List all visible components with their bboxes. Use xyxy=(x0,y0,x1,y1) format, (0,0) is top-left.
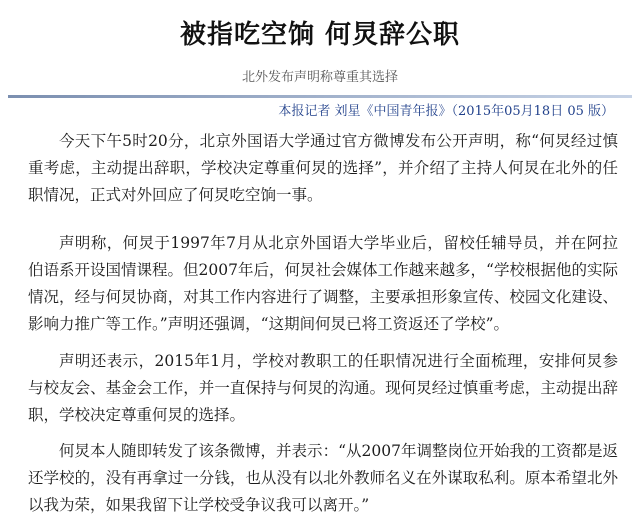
article-subtitle: 北外发布声明称尊重其选择 xyxy=(241,70,398,85)
article-paragraph-1: 今天下午5时20分，北京外国语大学通过官方微博发布公开声明，称“何炅经过慎重考虑，主动提出辞职，学校决定尊重何炅的选择”，并介绍了主持人何炅在北外的任职情况，正式对外回应了何炅吃空饷一事。 xyxy=(28,132,618,204)
article-paragraph-3: 声明还表示，2015年1月，学校对教职工的任职情况进行全面梳理，安排何炅参与校友会、基金会工作，并一直保持与何炅的沟通。现何炅经过慎重考虑，主动提出辞职，学校决定尊重何炅的选择。 xyxy=(28,352,618,424)
title-divider xyxy=(8,95,632,98)
article-title: 被指吃空饷 何炅辞公职 xyxy=(179,20,461,50)
article-paragraph-2: 声明称，何炅于1997年7月从北京外国语大学毕业后，留校任辅导员，并在阿拉伯语系开设国情课程。但2007年后，何炅社会媒体工作越来越多，“学校根据他的实际情况，经与何炅协商，对其工作内容进行了调整，主要承担形象宣传、校园文化建设、影响力推广等工作。”声明还强调，“这期间何炅已将工资返还了学校”。 xyxy=(28,234,618,333)
article-byline: 本报记者 刘星《中国青年报》（2015年05月18日 05 版） xyxy=(278,104,614,119)
article-paragraph-4: 何炅本人随即转发了该条微博，并表示：“从2007年调整岗位开始我的工资都是返还学校的，没有再拿过一分钱，也从没有以北外教师名义在外谋取私利。原本希望北外以我为荣，如果我留下让学校受争议我可以离开。” xyxy=(28,442,618,514)
